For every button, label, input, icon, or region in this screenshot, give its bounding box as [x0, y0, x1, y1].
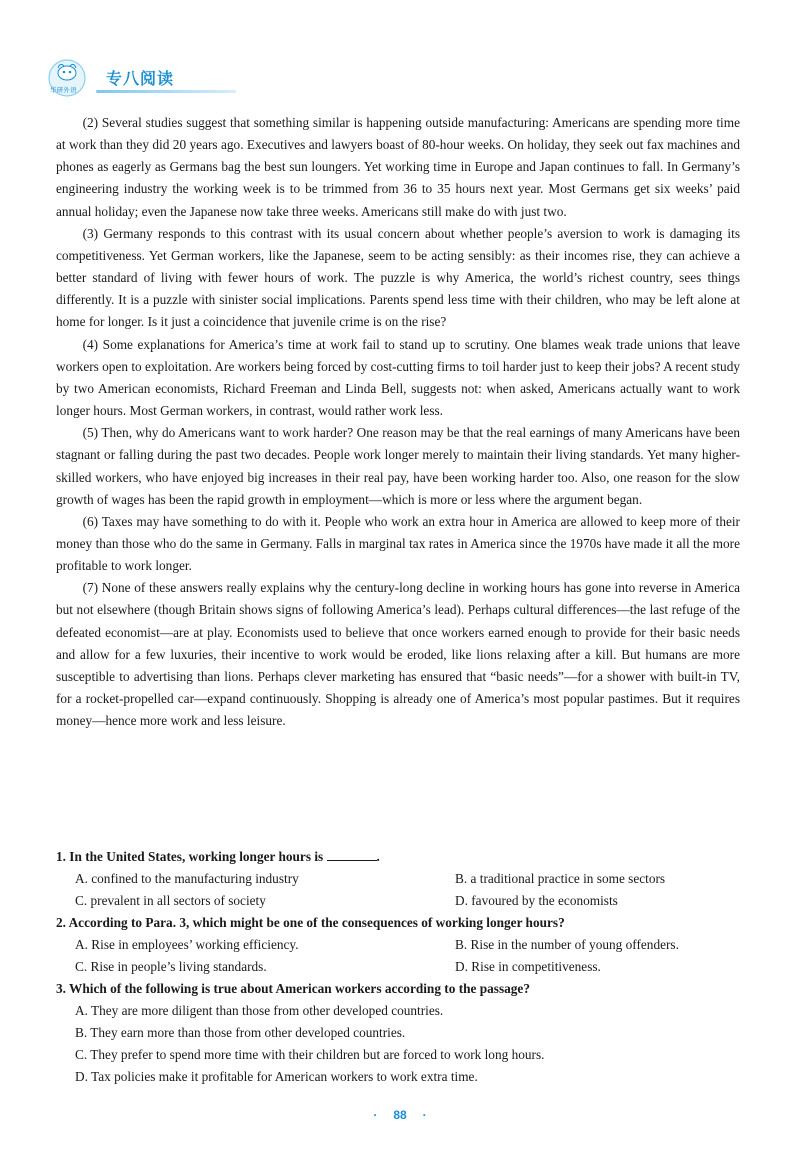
option-1d: D. favoured by the economists	[455, 893, 618, 908]
paragraph-7: (7) None of these answers really explains why the century-long decline in working hours has gone into reverse in America but not elsewhere (though Britain shows signs of following America’s lead). Perhaps cultural differences—the last refuge of the defeated economist—are at play. Economists used to believe that once workers earned enough to provide for their basic needs and allow for a few luxuries, their incentive to work would be eroded, like lions relaxing after a kill. But humans are more susceptible to advertising than lions. Perhaps clever marketing has ensured that “basic needs”—for a shower with built-in TV, for a rocket-propelled car—expand continuously. Shopping is already one of America’s most popular pastimes. But it requires money—hence more work and less leisure.	[56, 580, 740, 729]
paragraph-4: (4) Some explanations for America’s time at work fail to stand up to scrutiny. One blames weak trade unions that leave workers open to exploitation. Are workers being forced by cost-cutting firms to toil harder just to keep their jobs? A recent study by two American economists, Richard Freeman and Linda Bell, suggests not: when asked, Americans actually want to work longer hours. Most German workers, in contrast, would rather work less.	[56, 336, 740, 419]
dot-icon: ·	[373, 1108, 378, 1122]
paragraph-2: (2) Several studies suggest that something similar is happening outside manufacturing: Americans are spending more time at work than they did 20 years ago. Executives and lawyers boast of 80-hour weeks. On holiday, they seek out fax machines and phones as eagerly as Germans bag the best sun loungers. Yet working time in Europe and Japan continues to fall. In Germany’s engineering industry the working week is to be trimmed from 36 to 35 hours next year. Most Germans get six weeks’ paid annual holiday; even the Japanese now take three weeks. Americans still make do with just two.	[56, 115, 740, 219]
option-3d: D. Tax policies make it profitable for American workers to work extra time.	[75, 1069, 478, 1084]
option-1c: C. prevalent in all sectors of society	[75, 893, 266, 908]
question-1-options	[75, 868, 746, 912]
answer-blank	[327, 847, 377, 861]
option-3b: B. They earn more than those from other developed countries.	[75, 1025, 406, 1040]
question-1	[56, 846, 746, 868]
logo-text: 华研外语	[50, 86, 77, 94]
option-2c: C. Rise in people’s living standards.	[75, 959, 267, 974]
option-3a: A. They are more diligent than those from other developed countries.	[75, 1003, 444, 1018]
logo	[46, 58, 92, 100]
page-footer	[0, 1108, 800, 1122]
paragraph-5: (5) Then, why do Americans want to work harder? One reason may be that the real earnings of many Americans have been stagnant or falling during the past two decades. People work longer merely to maintain their living standards. Yet many higher-skilled workers, who have enjoyed big increases in their real pay, have been working harder too. Also, one reason for the slow growth of wages has been the rapid growth in employment—which is more or less where the argument began.	[56, 425, 740, 507]
passage	[56, 112, 740, 732]
option-2d: D. Rise in competitiveness.	[455, 959, 601, 974]
question-list	[56, 846, 746, 1088]
paragraph-3: (3) Germany responds to this contrast with its usual concern about whether people’s aversion to work is damaging its competitiveness. Yet German workers, like the Japanese, seem to be acting sensibly: as their incomes rise, they can achieve a better standard of living with fewer hours of work. The puzzle is why America, the world’s richest country, sees things differently. It is a puzzle with sinister social implications. Parents spend less time with their children, who may be left alone at home for longer. Is it just a coincidence that juvenile crime is on the rise?	[56, 225, 740, 330]
option-2a: A. Rise in employees’ working efficiency.	[75, 937, 299, 952]
dot-icon: ·	[422, 1108, 427, 1122]
option-1b: B. a traditional practice in some sectors	[455, 871, 666, 886]
question-2: 2. According to Para. 3, which might be one of the consequences of working longer hours?	[56, 915, 565, 930]
question-3: 3. Which of the following is true about American workers according to the passage?	[56, 981, 530, 996]
title-underline	[96, 90, 236, 93]
paragraph-6: (6) Taxes may have something to do with it. People who work an extra hour in America are allowed to keep more of their money than those who do the same in Germany. Falls in marginal tax rates in America since the 1970s have made it all the more profitable to work longer.	[56, 513, 740, 574]
question-1-stem: 1. In the United States, working longer hours is	[56, 849, 324, 864]
question-1-end: .	[376, 849, 380, 864]
page-number: 88	[393, 1108, 407, 1122]
option-1a: A. confined to the manufacturing industry	[75, 871, 299, 886]
option-2b: B. Rise in the number of young offenders.	[455, 937, 679, 952]
section-title: 专八阅读	[106, 69, 175, 88]
page-header	[46, 58, 246, 102]
question-2-options	[75, 934, 746, 978]
option-3c: C. They prefer to spend more time with their children but are forced to work long hours.	[75, 1047, 545, 1062]
